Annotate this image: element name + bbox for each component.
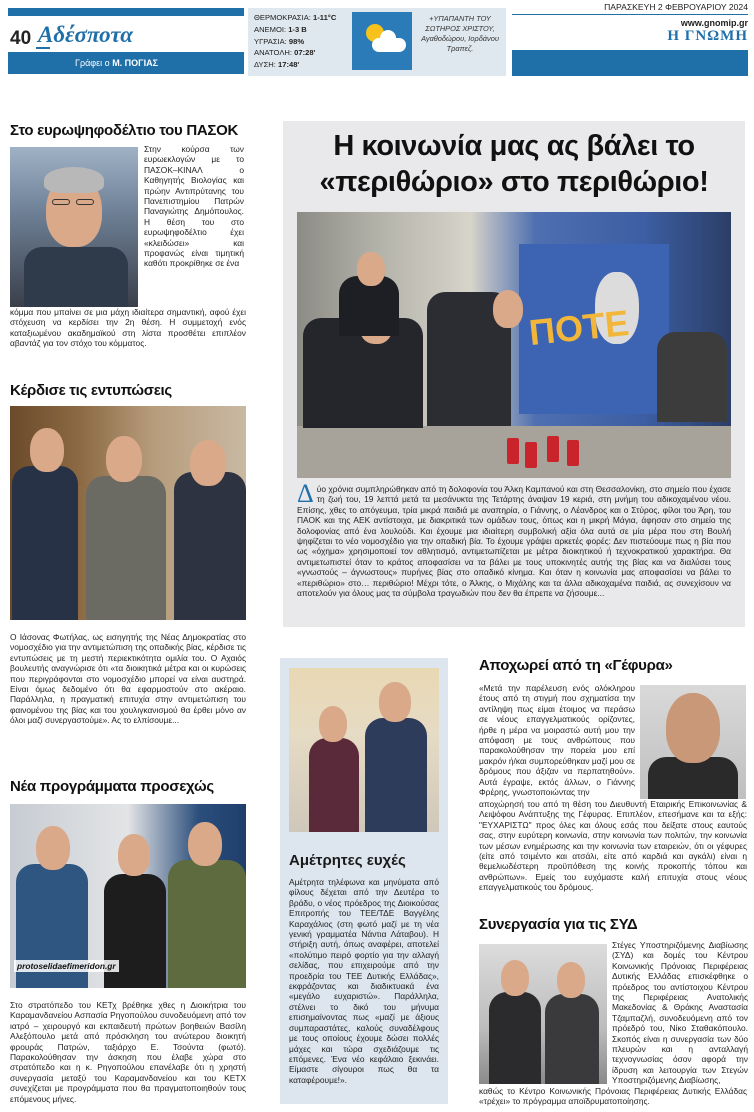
pasok-headline: Στο ευρωψηφοδέλτιο του ΠΑΣΟΚ <box>10 122 239 139</box>
syd-headline: Συνεργασία για τις ΣΥΔ <box>479 916 638 933</box>
syd-text: καθώς το Κέντρο Κοινωνικής Πρόνοιας Περιφέρειας Δυτικής Ελλάδας «τρέχει» το πρόγραμμα αποϊδρυματοποίησης. <box>479 1086 747 1107</box>
byline <box>8 52 244 74</box>
weather-row: ΑΝΑΤΟΛΗ: 07:28' <box>254 48 316 58</box>
masthead-right <box>512 2 748 76</box>
byline-prefix: Γράφει ο <box>75 58 110 68</box>
wishes-headline: Αμέτρητες ευχές <box>289 852 406 869</box>
syd-photo <box>479 944 607 1084</box>
entyposeis-photo <box>10 406 246 620</box>
pasok-text: κόμμα που μπαίνει σε μια μάχη ιδιαίτερα σημαντική, αφού έχει στόχευση να κερδίσει την 2η θέση. Η συμμετοχή ενός καταξιωμένου ακαδημαϊκού στη λίστα προσθέτει επιπλέον αβαντάζ για τον στόχο του κόμματος. <box>10 307 246 349</box>
entyposeis-headline: Κέρδισε τις εντυπώσεις <box>10 382 172 399</box>
website-link[interactable]: www.gnomip.gr <box>680 18 748 28</box>
nea-programmata-text: Στο στρατόπεδο του ΚΕΤχ βρέθηκε χθες η Διοικήτρια του Καραμανδανείου Ασπασία Ρηγοπούλου συνοδευόμενη από τον ιατρό – χειρουργό και εκπαιδευτή πρώτων βοηθειών Βασίλη Αλεξόπουλο μετά από πρόσκληση του ανώτερου διοικητή φρουράς Πατρών, ταξιάρχο Ε. Τσούντα (φωτό). Παρακολούθησαν την άσκηση που έλαβε χώρα στο στρατόπεδο και η κ. Ρηγοπούλου επανέλαβε ότι η χρηστή συνεργασία μεταξύ του Καραμανδανείου και του ΚΕΤΧ συνεχίζεται με προγράμματα που θα πραγματοποιηθούν τους επόμενους μήνες. <box>10 1000 246 1104</box>
byline-author: Μ. ΠΟΓΙΑΣ <box>112 58 158 68</box>
newspaper-logo: Η ΓΝΩΜΗ <box>667 28 748 44</box>
nea-programmata-photo <box>10 804 246 988</box>
pasok-text-wrap: Στην κούρσα των ευρωεκλογών με το ΠΑΣΟΚ–ΚΙΝΑΛ ο Καθηγητής Βιολογίας και πρώην Αντιπρύτανης του Πανεπιστημίου Πατρών Παναγιώτης Δημόπουλος. Η θέση του στο ευρωψηφοδέλτιο έχει «κλειδώσει» και προφανώς είναι τιμητική καθότι προκρίθηκε σε ένα <box>144 144 244 269</box>
weather-row: ΘΕΡΜΟΚΡΑΣΙΑ: 1-11°C <box>254 13 337 22</box>
sun-cloud-icon <box>352 12 412 70</box>
feature-photo <box>297 212 731 478</box>
section-header <box>8 8 244 76</box>
masthead <box>0 0 754 82</box>
entyposeis-text: Ο Ιάσονας Φωτήλας, ως εισηγητής της Νέας Δημοκρατίας στο νομοσχέδιο για την αντιμετώπιση της οπαδικής βίας, κέρδισε τις εντυπώσεις με τη μεστή περιεκτικότητα ομιλία του. Ο Αχαιός βουλευτής αναγνώρισε ότι «τα διοικητικά μέτρα και οι κυρώσεις που περιγράφονται στο νομοσχέδιο μπορεί να είναι αυστηρά. Είναι όμως δεδομένο ότι θα εφαρμοστούν στο ακέραιο. Παράλληλα, η πραγματική επιτυχία στην αντιμετώπιση του φαινομένου της βίας και του χουλιγκανισμού θα έρθει μόνο αν όλοι μαζί συνεργαστούμε». Ας το ελπίσουμε... <box>10 632 246 726</box>
page-number: 40 <box>10 28 32 49</box>
weather-row: ΥΓΡΑΣΙΑ: 98% <box>254 36 305 46</box>
weather-list <box>254 12 336 71</box>
watermark: protoselidaefimeridon.gr <box>14 960 119 972</box>
syd-text-wrap: Στέγες Υποστηριζόμενης Διαβίωσης (ΣΥΔ) και δομές του Κέντρου Κοινωνικής Πρόνοιας Περιφέρειας Δυτικής Ελλάδας επισκέφθηκε ο πρόεδρος του αντίστοιχου Κέντρου της Περιφέρειας Ανατολικής Μακεδονίας & Θράκης Αναστασία Τζαμπαζλή, συνοδευόμενη από τον πρόεδρό του, Νίκο Σταθακόπουλο. Σκοπός είναι η συνεργασία των δύο πλευρών και η ανταλλαγή τεχνογνωσίας όσον αφορά την ίδρυση και λειτουργία των Στεγών Υποστηριζόμενης Διαβίωσης, <box>612 940 748 1086</box>
gefyra-text-wrap: «Μετά την παρέλευση ενός ολόκληρου έτους από τη στιγμή που σχηματίσα την αντίληψη πως είμαι έτοιμος να περάσω σε νέους επαγγελματικούς ορίζοντες, ήρθε η μέρα να μοιραστώ αυτή μου την απόφαση με τους ανθρώπους που παρακολούθησαν την πορεία μου επί μακρόν ή/και συμπορεύθηκαν μαζί μου σε δρόμους που άξιζαν να περπατηθούν». Αυτά έγραψε, εκτός άλλων, ο Γιάννης Φρέρης, γνωστοποιώντας την <box>479 683 635 798</box>
pasok-photo <box>10 147 138 307</box>
weather-box <box>248 8 506 76</box>
gefyra-text: αποχώρησή του από τη θέση του Διευθυντή Εταιρικής Επικοινωνίας & Λειψόφου Ανάπτυξης της Γέφυρας. Επιπλέον, επεσήμανε και τα εξής: "ΕΥΧΑΡΙΣΤΩ" προς όλες και όλους εσάς που δείξατε στους εαυτούς σας, στην ευρύτερη κοινωνία, στην κοινωνία των πολιτών, την κοινωνία των μέσων ενημέρωσης και την κοινωνία των εταιρειών, ότι οι γέφυρες (είτε από τσιμέντο και ατσάλι, είτε από καρδιά και αγκάλι) είναι η θεμελιωδέστερη προϋπόθεση της κοινής προκοπής τόπου και ανθρώπων». Εμείς του ευχόμαστε καλή επιτυχία στους νέους επαγγελματικούς του δρόμους. <box>479 799 747 893</box>
section-title: Αδέσποτα <box>38 22 133 47</box>
bottom-accent-bar <box>512 50 748 76</box>
feature-title: Η κοινωνία μας ας βάλει το «περιθώριο» στο περιθώριο! <box>319 130 709 198</box>
weather-row: ΔΥΣΗ: 17:48' <box>254 60 300 70</box>
feature-dropcap: Δ <box>297 479 314 508</box>
top-accent-bar <box>8 8 244 16</box>
wishes-photo <box>289 668 439 832</box>
issue-date: ΠΑΡΑΣΚΕΥΗ 2 ΦΕΒΡΟΥΑΡΙΟΥ 2024 <box>604 2 748 12</box>
pharmacy-note: +ΥΠΑΠΑΝΤΗ ΤΟΥ ΣΩΤΗΡΟΣ ΧΡΙΣΤΟΥ, Αγαθοδώρου, Ιορδάνου Τραπεζ. <box>421 14 499 53</box>
gefyra-photo <box>640 685 746 799</box>
date-rule <box>512 14 748 15</box>
gefyra-headline: Αποχωρεί από τη «Γέφυρα» <box>479 657 673 674</box>
nea-programmata-headline: Νέα προγράμματα προσεχώς <box>10 778 214 795</box>
weather-row: ΑΝΕΜΟΙ: 1-3 Β <box>254 24 307 34</box>
wishes-text: Αμέτρητα τηλέφωνα και μηνύματα από φίλους δέχεται από την Δευτέρα το βράδυ, ο νέος πρόεδρος της Διοικούσας Επιτροπής του ΤΕΕ/ΤΔΕ Βαγγέλης Καραχάλιος (στη φωτό μαζί με τη νέα γενική γραμματέα Νάντια Λάταβου). Η στήριξη αυτή, όπως αναφέρει, αποτελεί «πολύτιμο πειρό φορτίο για την αλλαγή σελίδας, που επιχειρούμε από την προεδρία του ΤΕΕ Δυτικής Ελλάδας», εκφράζοντας και διαδικτυακά ένα «μεγάλο ευχαριστώ». Παράλληλα, στέλνει το δικό του μήνυμα επισημαίνοντας πως «μαζί με άξιους συμπαραστάτες, καλούς συναδέλφους με τους οποίους έχουμε δώσει πολλές μάχες και τώρα σχεδιάζουμε τις επόμενες. Ένα νέο κεφάλαιο ξεκινάει. Είμαστε σίγουροι πως θα τα καταφέρουμε!». <box>289 877 439 1085</box>
mural-graffiti: ΠΟΤΕ <box>527 301 631 354</box>
feature-text <box>297 479 731 599</box>
feature-body: ύο χρόνια συμπληρώθηκαν από τη δολοφονία του Άλκη Καμπανού και στη Θεσσαλονίκη, στο σημείο που έχασε τη ζωή του, 19 λεπτά μετά τα μεσάνυκτα της Τετάρτης άναψαν 19 κεριά, στη μνήμη του αδικοχαμένου νέου. Επίσης, χθες το απόγευμα, τρία μικρά παιδιά με αναπηρία, ο Γιάννης, ο Λέανδρος και ο Στύρος, φίλοι του Άρη, του ΠΑΟΚ και της ΑΕΚ αντίστοιχα, με διακριτικά των ομάδων τους, όπως και η μικρή Μάγια, άφησαν στο σημείο της δολοφονίας από ένα λουλούδι. Και έχουμε μια ιδιαίτερη συμβολική αξία όλα αυτά σε μία μέρα που στη Βουλή ψηφίζεται το νέο νομοσχέδιο για την οπαδική βία. Το έχουμε γράψει αρκετές φορές: Δεν πιστεύουμε πως η βία που ως «όχημα» χρησιμοποιεί τον αθλητισμό, αντιμετωπίζεται με μέτρα διοικητικού ή τεχνοκρατικού χαρακτήρα. Θα αντιμετωπιστεί όταν το κράτος αποφασίσει να τα βάλει με τους υποκινητές αυτής της βίας και να διαλύσει τους «γνωστούς – άγνωστους» πυρήνες βίας στο οπαδικό κίνημα. Και όταν η κοινωνία μας αποφασίσει να βάλει το «περιθώριο» στο… περιθώριο! Μέχρι τότε, ο Άλκης, ο Μιχάλης και τα άλλα αδικοχαμένα παιδιά, ας συνεχίσουν να αποτελούν για όλους μας τα σύμβολα τραγωδιών που δεν θα έπρεπε να ζήσουμε... <box>297 484 731 599</box>
